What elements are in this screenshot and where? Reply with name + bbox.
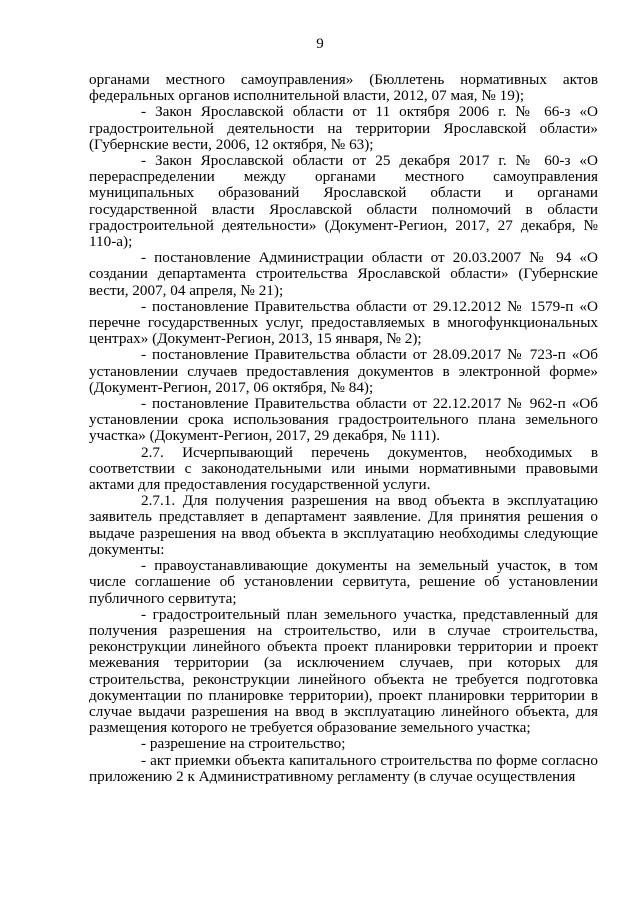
paragraph-resolution-94: - постановление Администрации области от 20.03.2007 № 94 «О создании департамента строительства Ярославской области» (Губернские вести, 2007, 04 апреля, № 21); xyxy=(89,249,598,299)
paragraph-continuation: органами местного самоуправления» (Бюллетень нормативных актов федеральных органов исполнительной власти, 2012, 07 мая, № 19); xyxy=(89,71,598,105)
paragraph-resolution-962p: - постановление Правительства области от 22.12.2017 № 962-п «Об установлении срока использования градостроительного плана земельного участка» (Документ-Регион, 2017, 29 декабря, № 111). xyxy=(89,395,598,445)
list-item-title-documents: - правоустанавливающие документы на земельный участок, в том числе соглашение об установлении сервитута, решение об установлении публичного сервитута; xyxy=(89,557,598,607)
list-item-building-permit: - разрешение на строительство; xyxy=(141,735,346,753)
paragraph-section-2-7: 2.7. Исчерпывающий перечень документов, необходимых в соответствии с законодательными или иными нормативными правовыми актами для предоставления государственной услуги. xyxy=(89,443,598,494)
list-item-town-plan: - градостроительный план земельного участка, представленный для получения разрешения на строительство, или в случае строительства, реконструкции линейного объекта проект планировки территории и проект межевания территории (за исключением случаев, при которых для строительства, реконструкции линейного объекта не требуется подготовка документации по планировке территории), проект планировки территории в случае выдачи разрешения на ввод в эксплуатацию линейного объекта, для размещения которого не требуется образование земельного участка; xyxy=(89,605,598,737)
paragraph-law-66z: - Закон Ярославской области от 11 октября 2006 г. № 66-з «О градостроительной деятельности на территории Ярославской области» (Губернские вести, 2006, 12 октября, № 63); xyxy=(89,103,598,153)
paragraph-law-60z: - Закон Ярославской области от 25 декабря 2017 г. № 60-з «О перераспределении между органами местного самоуправления муниципальных образований Ярославской области и органами государственной власти Ярославской области полномочий в области градостроительной деятельности» (Документ-Регион, 2017, 27 декабря, № 110-а); xyxy=(89,152,598,251)
page-number: 9 xyxy=(316,36,324,52)
paragraph-resolution-1579p: - постановление Правительства области от 29.12.2012 № 1579-п «О перечне государственных услуг, предоставляемых в многофункциональных центрах» (Документ-Регион, 2013, 15 января, № 2); xyxy=(89,297,598,348)
list-item-acceptance-act: - акт приемки объекта капитального строительства по форме согласно приложению 2 к Административному регламенту (в случае осуществления xyxy=(89,751,598,785)
document-body xyxy=(89,72,598,785)
paragraph-section-2-7-1: 2.7.1. Для получения разрешения на ввод объекта в эксплуатацию заявитель представляет в департамент заявление. Для принятия решения о выдаче разрешения на ввод объекта в эксплуатацию необходимы следующие документы: xyxy=(89,492,598,558)
paragraph-resolution-723p: - постановление Правительства области от 28.09.2017 № 723-п «Об установлении случаев предоставления документов в электронной форме» (Документ-Регион, 2017, 06 октября, № 84); xyxy=(89,346,598,396)
